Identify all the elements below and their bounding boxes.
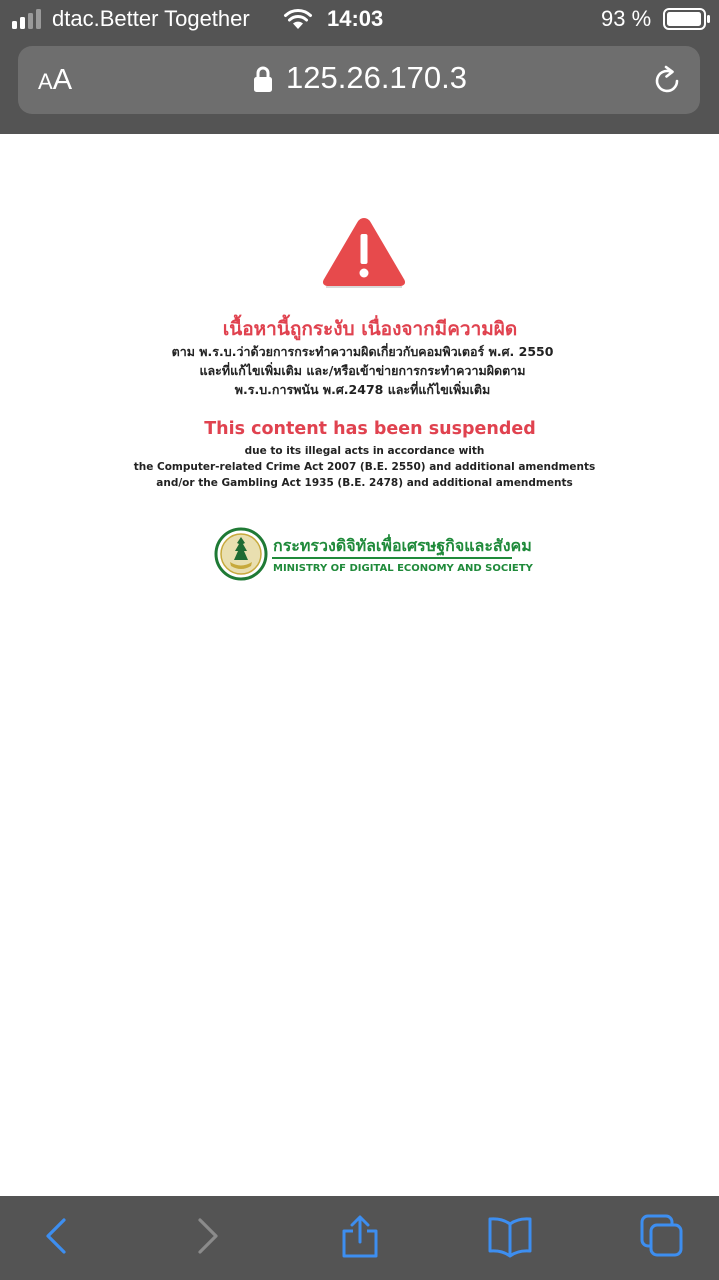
- book-icon: [488, 1214, 532, 1258]
- battery-icon: [663, 8, 711, 30]
- thai-line: ตาม พ.ร.บ.ว่าด้วยการกระทำความผิดเกี่ยวกับคอมพิวเตอร์ พ.ศ. 2550: [171, 344, 554, 359]
- forward-button[interactable]: [186, 1214, 230, 1258]
- status-clock: 14:03: [327, 6, 384, 31]
- ministry-name-english: MINISTRY OF DIGITAL ECONOMY AND SOCIETY: [273, 563, 533, 574]
- thai-line: และที่แก้ไขเพิ่มเติม และ/หรือเข้าข่ายการกระทำความผิดตาม: [199, 363, 526, 378]
- reload-icon[interactable]: [651, 65, 683, 97]
- tabs-icon: [640, 1214, 684, 1258]
- chevron-right-icon: [186, 1214, 230, 1258]
- english-line: due to its illegal acts in accordance with: [244, 445, 485, 457]
- wifi-icon: [283, 8, 313, 30]
- text-size-button[interactable]: AA: [38, 64, 73, 96]
- url-text[interactable]: 125.26.170.3: [286, 60, 468, 95]
- share-button[interactable]: [338, 1214, 382, 1258]
- browser-toolbar: [0, 1196, 719, 1280]
- address-bar[interactable]: [18, 46, 700, 114]
- chevron-left-icon: [34, 1214, 78, 1258]
- lock-icon: [254, 66, 272, 92]
- english-heading: This content has been suspended: [204, 419, 536, 439]
- english-line: and/or the Gambling Act 1935 (B.E. 2478) and additional amendments: [156, 477, 573, 489]
- web-page: [0, 134, 719, 1196]
- thai-heading: เนื้อหานี้ถูกระงับ เนื่องจากมีความผิด: [222, 318, 518, 340]
- ministry-divider: [272, 557, 512, 559]
- warning-triangle-icon: [320, 214, 408, 290]
- battery-percentage: 93 %: [601, 6, 652, 31]
- browser-top-chrome: [0, 0, 719, 134]
- back-button[interactable]: [34, 1214, 78, 1258]
- ministry-emblem-icon: [214, 527, 268, 581]
- cellular-signal-icon: [12, 9, 46, 29]
- tabs-button[interactable]: [640, 1214, 684, 1258]
- bookmarks-button[interactable]: [488, 1214, 532, 1258]
- carrier-name: dtac.Better Together: [52, 6, 250, 31]
- thai-line: พ.ร.บ.การพนัน พ.ศ.2478 และที่แก้ไขเพิ่มเติม: [234, 382, 491, 397]
- english-line: the Computer-related Crime Act 2007 (B.E. 2550) and additional amendments: [133, 461, 596, 473]
- status-bar: [0, 0, 719, 40]
- share-icon: [338, 1214, 382, 1258]
- ministry-name-thai: กระทรวงดิจิทัลเพื่อเศรษฐกิจและสังคม: [273, 536, 532, 555]
